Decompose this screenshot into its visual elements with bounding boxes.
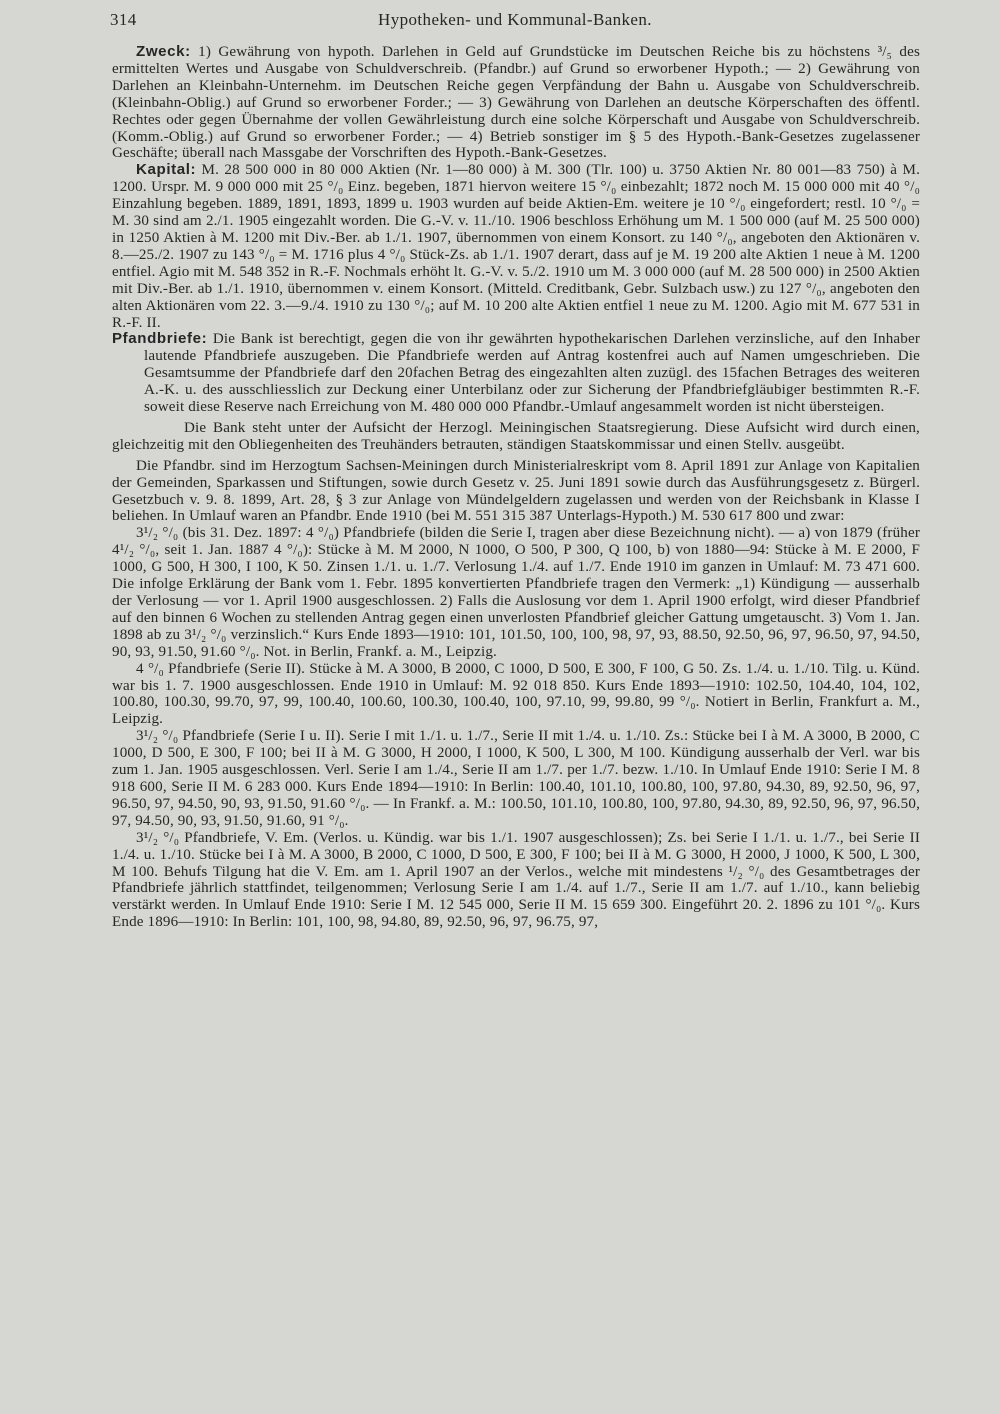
kapital-heading: Kapital: (136, 161, 197, 179)
page-body (112, 44, 920, 931)
aufsicht-paragraph: Die Bank steht unter der Aufsicht der Herzogl. Meiningischen Staatsregierung. Diese Aufsicht wird durch einen, gleichzeitig mit den Obliegenheiten des Treuhänders betrauten, ständigen Staatskommissar und einen Stellv. ausgeübt. (112, 419, 920, 453)
pfandbriefe-text: Die Bank ist berechtigt, gegen die von ihr gewährten hypothekarischen Darlehen verzinsliche, auf den Inhaber lautende Pfandbriefe auszugeben. Die Pfandbriefe werden auf Antrag kostenfrei auch auf Namen umgeschrieben. Die Gesamtsumme der Pfandbriefe darf den 20fachen Betrag des eingezahlten alten zuzügl. des 15fachen Betrages des weiteren A.-K. u. des ausschliesslich zur Deckung einer Unterbilanz oder zur Sicherung der Pfandbriefgläubiger bestimmten R.-F. soweit diese Reserve nach Erreichung von M. 480 000 000 Pfandbr.-Umlauf angesammelt worden ist nicht übersteigen. (144, 331, 920, 416)
page-header (112, 10, 920, 44)
serie-ii-paragraph: 4 °/₀ Pfandbriefe (Serie II). Stücke à M. A 3000, B 2000, C 1000, D 500, E 300, F 100, G 50. Zs. 1./4. u. 1./10. Tilg. u. Künd. war bis 1. 7. 1900 ausgeschlossen. Ende 1910 in Umlauf: M. 92 018 850. Kurs Ende 1893—1910: 102.50, 104.40, 104, 102, 100.80, 100.30, 99.70, 97, 99, 100.40, 100.60, 100.30, 100.40, 100, 97.10, 99, 99.80, 99 °/₀. Notiert in Berlin, Frankfurt a. M., Leipzig. (112, 660, 920, 728)
serie-i-ii-paragraph: 3¹/₂ °/₀ Pfandbriefe (Serie I u. II). Serie I mit 1./1. u. 1./7., Serie II mit 1./4. u. 1./10. Zs.: Stücke bei I à M. A 3000, B 2000, C 1000, D 500, E 300, F 100; bei II à M. G 3000, H 2000, I 1000, K 500, L 300, M 100. Kündigung ausserhalb der Verl. war bis zum 1. Jan. 1905 ausgeschlossen. Verl. Serie I am 1./4., Serie II am 1./7. per 1./7. bezw. 1./10. In Umlauf Ende 1910: Serie I M. 8 918 600, Serie II M. 6 283 000. Kurs Ende 1894—1910: In Berlin: 100.40, 101.10, 100.80, 100, 97.80, 94.30, 89, 92.50, 96, 97, 96.50, 97, 94.50, 90, 93, 91.50, 91.60 °/₀. — In Frankf. a. M.: 100.50, 101.10, 100.80, 100, 97.80, 94.30, 89, 92.50, 96, 97, 96.50, 97, 94.50, 90, 93, 91.50, 91.60, 91 °/₀. (112, 728, 920, 829)
fifth-emission-paragraph: 3¹/₂ °/₀ Pfandbriefe, V. Em. (Verlos. u. Kündig. war bis 1./1. 1907 ausgeschlossen); Zs. bei Serie I 1./1. u. 1./7., bei Serie II 1./4. u. 1./10. Stücke bei I à M. A 3000, B 2000, C 1000, D 500, E 300, F 100; bei II à M. G 3000, H 2000, J 1000, K 500, L 300, M 100. Behufs Tilgung hat die V. Em. am 1. April 1907 an der Verlos., welche mit mindestens ¹/₂ °/₀ des Gesamtbetrages der Pfandbriefe jährlich stattfindet, teilgenommen; Verlosung Serie I am 1./4. auf 1./7., Serie II am 1./7. auf 1./10., kann beliebig verstärkt werden. In Umlauf Ende 1910: Serie I M. 12 545 000, Serie II M. 15 659 300. Eingeführt 20. 2. 1896 zu 101 °/₀. Kurs Ende 1896—1910: In Berlin: 101, 100, 98, 94.80, 89, 92.50, 96, 97, 96.75, 97, (112, 829, 920, 931)
zweck-text: 1) Gewährung von hypoth. Darlehen in Geld auf Grundstücke im Deutschen Reiche bis zu höchstens ³/₅ des ermittelten Wertes und Ausgabe von Schuldverschreib. (Pfandbr.) auf Grund so erworbener Hypoth.; — 2) Gewährung von Darlehen an Kleinbahn-Unternehm. im Deutschen Reiche gegen Verpfändung der Bahn u. Ausgabe von Schuldverschreib. (Kleinbahn-Oblig.) auf Grund so erworbener Forder.; — 3) Gewährung von Darlehen an deutsche Körperschaften des öffentl. Rechtes oder gegen Übernahme der vollen Gewährleistung durch eine solche Körperschaft und Ausgabe von Schuldverschreib. (Komm.-Oblig.) auf Grund so erworbener Forder.; — 4) Betrieb sonstiger im § 5 des Hypoth.-Bank-Gesetzes zugelassener Geschäfte; überall nach Massgabe der Vorschriften des Hypoth.-Bank-Gesetzes. (112, 44, 920, 162)
pfandbriefe-paragraph (112, 331, 920, 416)
running-title: Hypotheken- und Kommunal-Banken. (378, 10, 652, 29)
kapital-paragraph (112, 162, 920, 331)
zulassung-paragraph: Die Pfandbr. sind im Herzogtum Sachsen-Meiningen durch Ministerialreskript vom 8. April 1891 zur Anlage von Kapitalien der Gemeinden, Sparkassen und Stiftungen, sowie durch Gesetz v. 25. Juni 1891 sowie durch das Ausführungsgesetz z. Bürgerl. Gesetzbuch v. 9. 8. 1899, Art. 28, § 3 zur Anlage von Mündelgeldern zugelassen und werden von der Reichsbank in Klasse I beliehen. In Umlauf waren an Pfandbr. Ende 1910 (bei M. 551 315 387 Unterlags-Hypoth.) M. 530 617 800 und zwar: (112, 457, 920, 525)
serie-i-paragraph: 3¹/₂ °/₀ (bis 31. Dez. 1897: 4 °/₀) Pfandbriefe (bilden die Serie I, tragen aber diese Bezeichnung nicht). — a) von 1879 (früher 4¹/₂ °/₀, seit 1. Jan. 1887 4 °/₀): Stücke à M. M 2000, N 1000, O 500, P 300, Q 100, b) von 1880—94: Stücke à M. E 2000, F 1000, G 500, H 300, I 100, K 50. Zinsen 1./1. u. 1./7. Verlosung 1./4. auf 1./7. Ende 1910 im ganzen in Umlauf: M. 73 471 600. Die infolge Erklärung der Bank vom 1. Febr. 1895 konvertierten Pfandbriefe tragen den Vermerk: „1) Kündigung — ausserhalb der Verlosung — vor 1. April 1900 ausgeschlossen. 2) Falls die Auslosung vor dem 1. April 1900 erfolgt, wird dieser Pfandbrief auf den binnen 6 Wochen zu stellenden Antrag gegen einen unverlosten Pfandbrief gleicher Gattung umgetauscht. 3) Vom 1. Jan. 1898 ab zu 3¹/₂ °/₀ verzinslich.“ Kurs Ende 1893—1910: 101, 101.50, 100, 100, 98, 97, 93, 88.50, 92.50, 96, 97, 96.50, 97, 94.50, 90, 93, 91.50, 91.60 °/₀. Not. in Berlin, Frankf. a. M., Leipzig. (112, 525, 920, 660)
page-number: 314 (110, 10, 137, 29)
zweck-paragraph (112, 44, 920, 162)
pfandbriefe-heading: Pfandbriefe: (112, 330, 208, 348)
zweck-heading: Zweck: (136, 43, 191, 60)
kapital-text: M. 28 500 000 in 80 000 Aktien (Nr. 1—80 000) à M. 300 (Tlr. 100) u. 3750 Aktien Nr. 80 001—83 750) à M. 1200. Urspr. M. 9 000 000 mit 25 °/₀ Einz. begeben, 1871 hiervon weitere 15 °/₀ einbezahlt; 1872 noch M. 15 000 000 mit 40 °/₀ Einzahlung begeben. 1889, 1891, 1893, 1899 u. 1903 wurden auf beide Aktien-Em. weitere je 10 °/₀ eingefordert; restl. 10 °/₀ = M. 30 sind am 2./1. 1905 eingezahlt worden. Die G.-V. v. 11./10. 1906 beschloss Erhöhung um M. 1 500 000 (auf M. 25 500 000) in 1250 Aktien à M. 1200 mit Div.-Ber. ab 1./1. 1907, übernommen von einem Konsort. zu 140 °/₀, angeboten den Aktionären v. 8.—25./2. 1907 zu 143 °/₀ = M. 1716 plus 4 °/₀ Stück-Zs. ab 1./1. 1907 derart, dass auf je M. 19 200 alte Aktien 1 neue à M. 1200 entfiel. Agio mit M. 548 352 in R.-F. Nochmals erhöht lt. G.-V. v. 5./2. 1910 um M. 3 000 000 (auf M. 28 500 000) in 2500 Aktien mit Div.-Ber. ab 1./1. 1910, übernommen v. einem Konsort. (Mitteld. Creditbank, Gebr. Sulzbach usw.) zu 127 °/₀, angeboten den alten Aktionären vom 22. 3.—9./4. 1910 zu 130 °/₀; auf M. 10 200 alte Aktien entfiel 1 neue zu M. 1200. Agio mit M. 677 531 in R.-F. II. (112, 162, 920, 331)
